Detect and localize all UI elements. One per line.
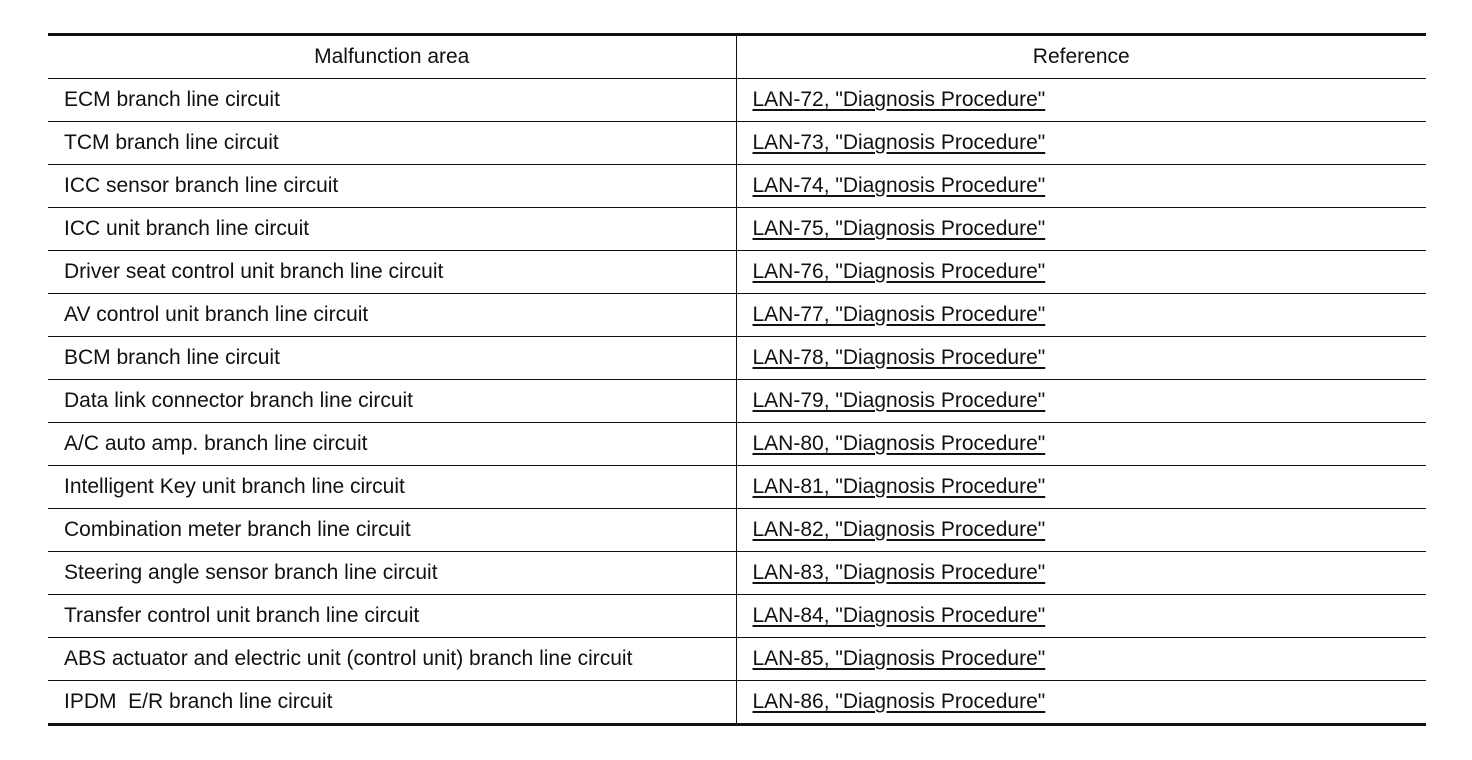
- malfunction-area-cell: A/C auto amp. branch line circuit: [48, 423, 736, 466]
- table-row: [48, 552, 1426, 595]
- diagnosis-table-container: [48, 33, 1426, 726]
- table-row: [48, 423, 1426, 466]
- table-row: [48, 122, 1426, 165]
- malfunction-area-cell: Steering angle sensor branch line circuit: [48, 552, 736, 595]
- reference-cell: [736, 638, 1426, 681]
- malfunction-area-cell: Data link connector branch line circuit: [48, 380, 736, 423]
- table-row: [48, 165, 1426, 208]
- reference-cell: [736, 79, 1426, 122]
- malfunction-area-cell: ABS actuator and electric unit (control unit) branch line circuit: [48, 638, 736, 681]
- reference-cell: [736, 122, 1426, 165]
- malfunction-area-cell: ICC unit branch line circuit: [48, 208, 736, 251]
- table-row: [48, 380, 1426, 423]
- table-row: [48, 509, 1426, 552]
- reference-link[interactable]: LAN-78, "Diagnosis Procedure": [752, 346, 1046, 369]
- table-row: [48, 638, 1426, 681]
- malfunction-area-cell: BCM branch line circuit: [48, 337, 736, 380]
- table-row: [48, 79, 1426, 122]
- reference-cell: [736, 380, 1426, 423]
- table-row: [48, 595, 1426, 638]
- reference-link[interactable]: LAN-84, "Diagnosis Procedure": [752, 604, 1046, 627]
- reference-cell: [736, 165, 1426, 208]
- reference-link[interactable]: LAN-81, "Diagnosis Procedure": [752, 475, 1046, 498]
- reference-link[interactable]: LAN-85, "Diagnosis Procedure": [752, 647, 1046, 670]
- reference-cell: [736, 208, 1426, 251]
- reference-link[interactable]: LAN-86, "Diagnosis Procedure": [752, 690, 1046, 713]
- reference-cell: [736, 509, 1426, 552]
- malfunction-area-cell: Intelligent Key unit branch line circuit: [48, 466, 736, 509]
- reference-link[interactable]: LAN-72, "Diagnosis Procedure": [752, 88, 1046, 111]
- reference-link[interactable]: LAN-80, "Diagnosis Procedure": [752, 432, 1046, 455]
- reference-link[interactable]: LAN-77, "Diagnosis Procedure": [752, 303, 1046, 326]
- table-row: [48, 681, 1426, 725]
- table-row: [48, 294, 1426, 337]
- malfunction-area-cell: IPDM E/R branch line circuit: [48, 681, 736, 725]
- malfunction-area-cell: Combination meter branch line circuit: [48, 509, 736, 552]
- reference-link[interactable]: LAN-79, "Diagnosis Procedure": [752, 389, 1046, 412]
- reference-link[interactable]: LAN-76, "Diagnosis Procedure": [752, 260, 1046, 283]
- table-row: [48, 466, 1426, 509]
- reference-link[interactable]: LAN-83, "Diagnosis Procedure": [752, 561, 1046, 584]
- reference-cell: [736, 251, 1426, 294]
- header-malfunction-area: Malfunction area: [48, 35, 736, 79]
- reference-link[interactable]: LAN-74, "Diagnosis Procedure": [752, 174, 1046, 197]
- table-header-row: [48, 35, 1426, 79]
- reference-cell: [736, 466, 1426, 509]
- reference-cell: [736, 423, 1426, 466]
- reference-cell: [736, 294, 1426, 337]
- malfunction-area-cell: Driver seat control unit branch line circuit: [48, 251, 736, 294]
- malfunction-area-cell: AV control unit branch line circuit: [48, 294, 736, 337]
- reference-cell: [736, 337, 1426, 380]
- diagnosis-reference-table: [48, 33, 1426, 726]
- table-row: [48, 337, 1426, 380]
- reference-link[interactable]: LAN-75, "Diagnosis Procedure": [752, 217, 1046, 240]
- table-row: [48, 208, 1426, 251]
- header-reference: Reference: [736, 35, 1426, 79]
- reference-link[interactable]: LAN-73, "Diagnosis Procedure": [752, 131, 1046, 154]
- reference-cell: [736, 681, 1426, 725]
- malfunction-area-cell: TCM branch line circuit: [48, 122, 736, 165]
- reference-cell: [736, 595, 1426, 638]
- table-row: [48, 251, 1426, 294]
- malfunction-area-cell: Transfer control unit branch line circuit: [48, 595, 736, 638]
- malfunction-area-cell: ICC sensor branch line circuit: [48, 165, 736, 208]
- malfunction-area-cell: ECM branch line circuit: [48, 79, 736, 122]
- reference-cell: [736, 552, 1426, 595]
- reference-link[interactable]: LAN-82, "Diagnosis Procedure": [752, 518, 1046, 541]
